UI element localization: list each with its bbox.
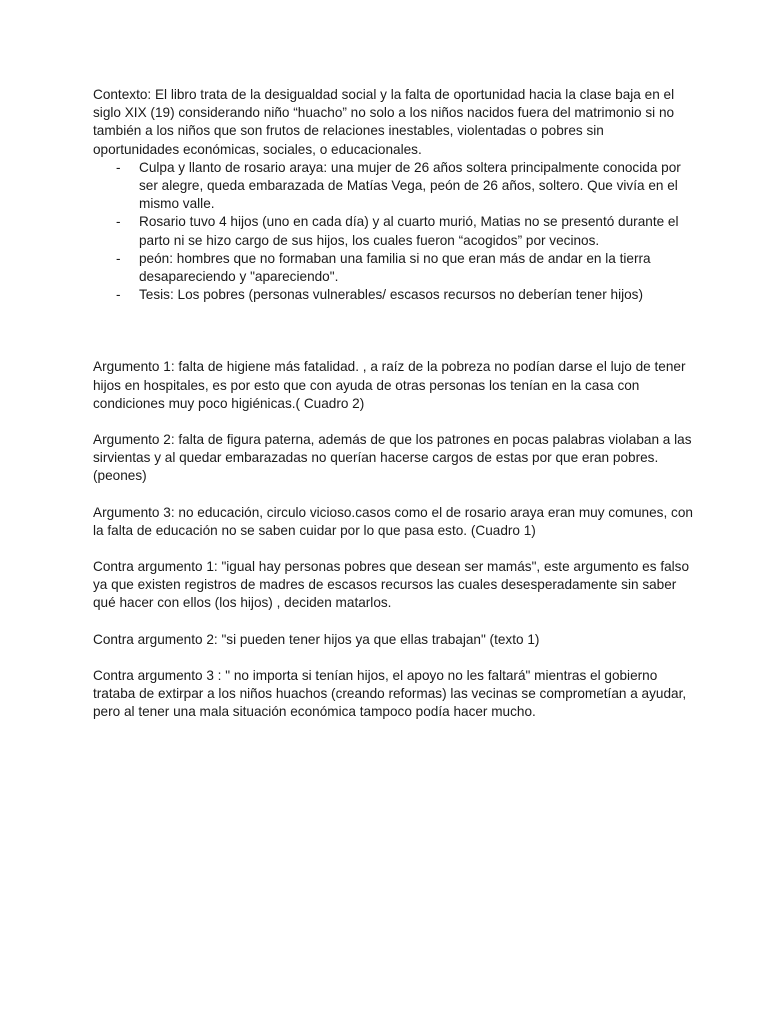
bullet-item: [93, 159, 693, 214]
bullet-text: Tesis: Los pobres (personas vulnerables/ escasos recursos no deberían tener hijos): [139, 287, 643, 303]
counter-argument-1-paragraph: Contra argumento 1: "igual hay personas pobres que desean ser mamás", este argumento es falso ya que existen registros de madres de escasos recursos las cuales desesperadamente sin saber qué hacer con ellos (los hijos) , deciden matarlos.: [93, 559, 690, 611]
argument-3-paragraph: Argumento 3: no educación, circulo vicioso.casos como el de rosario araya eran muy comunes, con la falta de educación no se saben cuidar por lo que pasa esto. (Cuadro 1): [93, 504, 693, 538]
blank-line: [93, 613, 693, 631]
bullet-marker: -: [116, 287, 121, 303]
bullet-item: [93, 286, 693, 304]
argument-2-paragraph: Argumento 2: falta de figura paterna, además de que los patrones en pocas palabras violaban a las sirvientas y al quedar embarazadas no querían hacerse cargos de estas por que eran pobres. (peones): [93, 432, 692, 484]
bullet-marker: -: [116, 159, 121, 175]
bullet-item: [93, 213, 693, 249]
blank-line: [93, 486, 693, 504]
blank-gap: [93, 304, 693, 358]
bullet-list: [93, 159, 693, 305]
document-body: [93, 86, 693, 721]
bullet-text: Rosario tuvo 4 hijos (uno en cada día) y al cuarto murió, Matias no se presentó durante el parto ni se hizo cargo de sus hijos, los cuales fueron “acogidos” por vecinos.: [139, 214, 679, 248]
blank-line: [93, 649, 693, 667]
bullet-text: peón: hombres que no formaban una familia si no que eran más de andar en la tierra desapareciendo y "apareciendo".: [139, 250, 651, 285]
context-paragraph: Contexto: El libro trata de la desigualdad social y la falta de oportunidad hacia la clase baja en el siglo XIX (19) considerando niño “huacho” no solo a los niños nacidos fuera del matrimonio si no también a los niños que son frutos de relaciones inestables, violentadas o pobres sin oportunidades económicas, sociales, o educacionales.: [93, 87, 675, 157]
bullet-marker: -: [116, 250, 121, 266]
bullet-item: [93, 250, 693, 286]
counter-argument-3-paragraph: Contra argumento 3 : " no importa si tenían hijos, el apoyo no les faltará" mientras el gobierno trataba de extirpar a los niños huachos (creando reformas) las vecinas se comprometían a ayudar, pero al tener una mala situación económica tampoco podía hacer mucho.: [93, 667, 687, 720]
counter-argument-2-paragraph: Contra argumento 2: "si pueden tener hijos ya que ellas trabajan" (texto 1): [93, 631, 540, 647]
bullet-marker: -: [116, 214, 121, 230]
bullet-text: Culpa y llanto de rosario araya: una mujer de 26 años soltera principalmente conocida por ser alegre, queda embarazada de Matías Vega, peón de 26 años, soltero. Que vivía en el mismo valle.: [139, 159, 681, 212]
blank-line: [93, 540, 693, 558]
argument-1-paragraph: Argumento 1: falta de higiene más fatalidad. , a raíz de la pobreza no podían darse el lujo de tener hijos en hospitales, es por esto que con ayuda de otras personas los tenían en la casa con condiciones muy poco higiénicas.( Cuadro 2): [93, 359, 686, 411]
blank-line: [93, 413, 693, 431]
